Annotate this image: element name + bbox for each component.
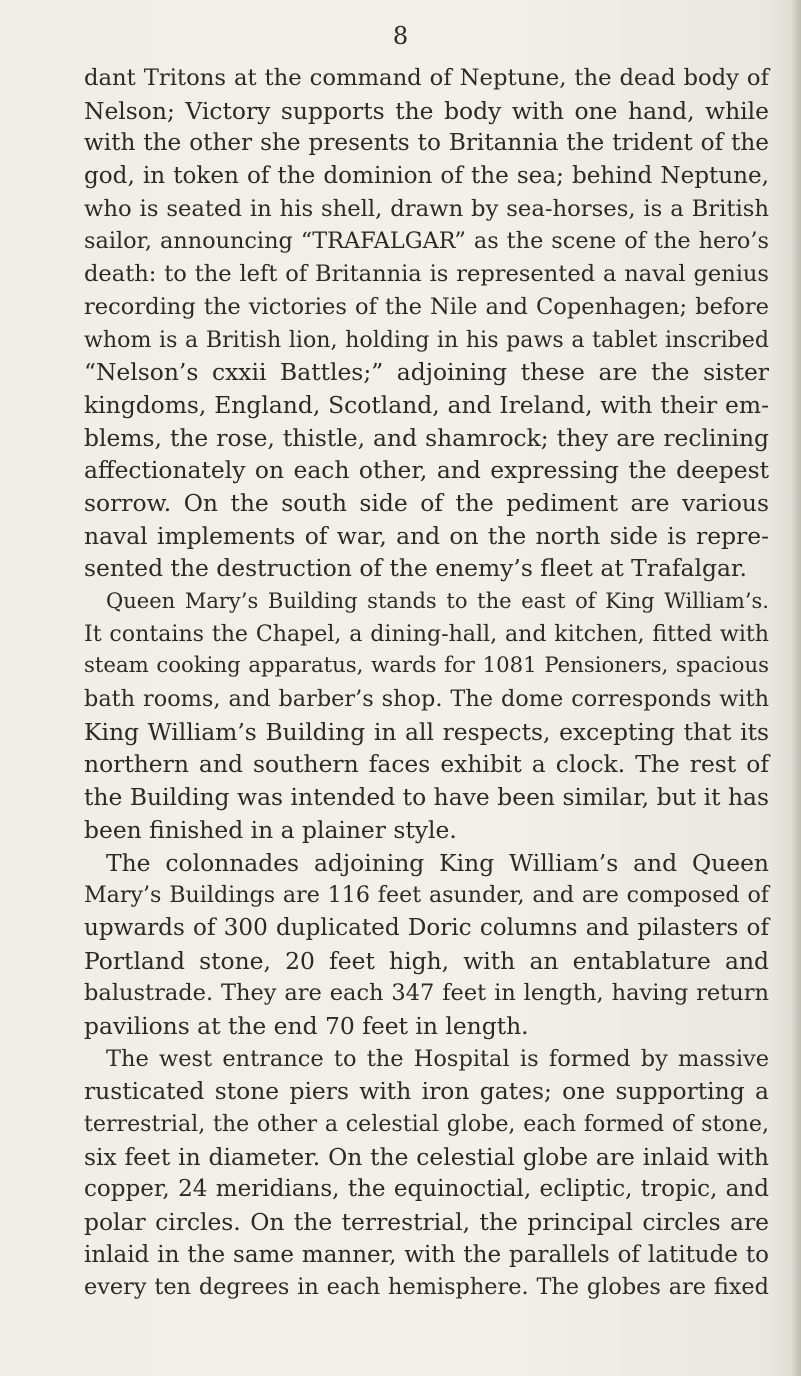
text-line: northern and southern faces exhibit a clock. The rest of (84, 750, 769, 779)
text-line: with the other she presents to Britannia the trident of the (84, 130, 769, 157)
text-line: Queen Mary’s Building stands to the east of King William’s. (106, 588, 769, 613)
text-line: dant Tritons at the command of Neptune, the dead body of (84, 65, 769, 91)
text-line: who is seated in his shell, drawn by sea-horses, is a British (84, 195, 769, 222)
text-line: The west entrance to the Hospital is formed by massive (106, 1045, 769, 1072)
text-line: bath rooms, and barber’s shop. The dome corresponds with (84, 686, 769, 713)
text-line: kingdoms, England, Scotland, and Ireland, with their em- (84, 390, 769, 419)
text-line: pavilions at the end 70 feet in length. (84, 1011, 529, 1040)
text-line: death: to the left of Britannia is represented a naval genius (84, 261, 769, 288)
text-line: blems, the rose, thistle, and shamrock; they are reclining (84, 423, 769, 452)
text-line: sailor, announcing “TRAFALGAR” as the scene of the hero’s (84, 228, 769, 255)
text-line: balustrade. They are each 347 feet in length, having return (84, 980, 769, 1007)
text-line: affectionately on each other, and expressing the deepest (84, 456, 769, 485)
page-number: 8 (392, 22, 409, 50)
text-line: steam cooking apparatus, wards for 1081 Pensioners, spacious (84, 653, 769, 679)
text-line: recording the victories of the Nile and Copenhagen; before (84, 293, 769, 320)
text-line: terrestrial, the other a celestial globe, each formed of stone, (84, 1111, 769, 1137)
text-line: It contains the Chapel, a dining-hall, and kitchen, fitted with (84, 620, 769, 647)
text-line: sorrow. On the south side of the pediment are various (84, 488, 769, 517)
text-line: been finished in a plainer style. (84, 815, 457, 844)
text-line: whom is a British lion, holding in his paws a tablet inscribed (84, 326, 769, 353)
text-line: Portland stone, 20 feet high, with an entablature and (84, 946, 769, 975)
text-line: sented the destruction of the enemy’s fleet at Trafalgar. (84, 554, 747, 583)
text-line: Mary’s Buildings are 116 feet asunder, and are composed of (84, 882, 769, 909)
text-line: six feet in diameter. On the celestial globe are inlaid with (84, 1142, 769, 1171)
text-line: The colonnades adjoining King William’s and Queen (106, 848, 769, 877)
text-line: every ten degrees in each hemisphere. The globes are fixed (84, 1274, 769, 1301)
text-line: Nelson; Victory supports the body with one hand, while (84, 96, 769, 125)
text-line: King William’s Building in all respects, excepting that its (84, 717, 769, 746)
text-line: god, in token of the dominion of the sea; behind Neptune, (84, 163, 769, 190)
text-line: polar circles. On the terrestrial, the principal circles are (84, 1208, 769, 1237)
text-line: upwards of 300 duplicated Doric columns and pilasters of (84, 914, 769, 941)
text-line: naval implements of war, and on the north side is repre- (84, 521, 769, 550)
text-line: “Nelson’s cxxii Battles;” adjoining these are the sister (84, 358, 769, 387)
body-text (84, 62, 769, 1304)
text-line: rusticated stone piers with iron gates; one supporting a (84, 1077, 769, 1106)
page-edge-shadow (791, 0, 801, 1376)
text-line: copper, 24 meridians, the equinoctial, ecliptic, tropic, and (84, 1176, 769, 1203)
text-line: inlaid in the same manner, with the parallels of latitude to (84, 1241, 769, 1268)
text-line: the Building was intended to have been similar, but it has (84, 783, 769, 812)
